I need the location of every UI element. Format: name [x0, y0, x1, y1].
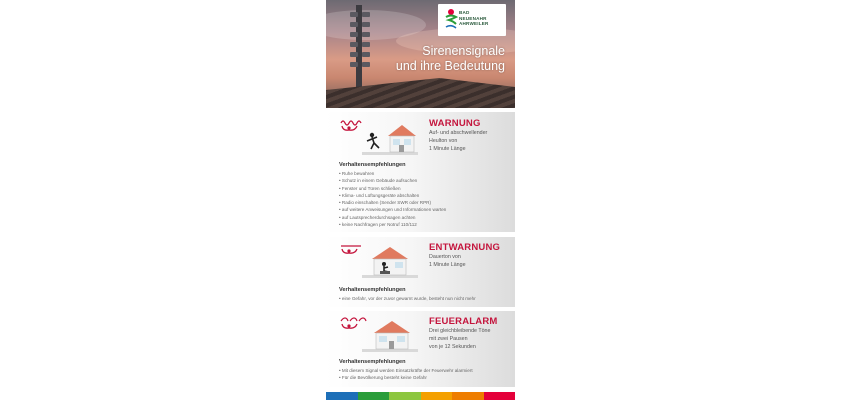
city-logo-text: [459, 10, 489, 27]
color-stripe: [421, 392, 453, 400]
description-line: Drei gleichbleibende Töne: [429, 328, 491, 334]
list-item: • Klima- und Lüftungsgeräte abschalten: [339, 192, 509, 199]
color-stripe: [452, 392, 484, 400]
logo-line: NEUENAHR: [459, 15, 487, 21]
recommendations-title: Verhaltensempfehlungen: [339, 359, 406, 365]
color-stripe: [389, 392, 421, 400]
title-line: und ihre Bedeutung: [395, 59, 505, 73]
color-stripe: [358, 392, 390, 400]
siren-speaker: [362, 32, 370, 37]
city-logo-icon: [444, 8, 458, 30]
header-photo: [326, 0, 515, 108]
siren-speaker: [350, 12, 358, 17]
siren-speaker: [362, 22, 370, 27]
siren-speaker: [350, 32, 358, 37]
description-line: Auf- und abschwellender: [429, 130, 488, 136]
list-item: • keine Nachfragen per Notruf 110/112: [339, 221, 509, 228]
siren-speaker: [350, 22, 358, 27]
house-person-relaxed-icon: [362, 245, 418, 279]
rainbow-footer-bar: [326, 392, 515, 400]
description-line: Heulton von: [429, 137, 458, 144]
section-description: [429, 254, 511, 270]
page-title: [355, 44, 505, 74]
description-line: von je 12 Sekunden: [429, 343, 476, 350]
logo-line: AHRWEILER: [459, 21, 489, 27]
color-stripe: [484, 392, 516, 400]
section-feueralarm: [326, 311, 515, 387]
description-line: 1 Minute Länge: [429, 261, 466, 268]
list-item: • auf weitere Anweisungen und Informationen warten: [339, 206, 509, 213]
list-item: • auf Lautsprecherdurchsagen achten: [339, 214, 509, 221]
list-item: • Für die Bevölkerung besteht keine Gefahr: [339, 374, 509, 381]
siren-speaker: [362, 12, 370, 17]
section-description: [429, 328, 511, 351]
list-item: • Ruhe bewahren: [339, 170, 509, 177]
recommendations-list: [339, 295, 509, 302]
description-line: 1 Minute Länge: [429, 145, 466, 152]
list-item: • Radio einschalten (Sender SWR oder RPR): [339, 199, 509, 206]
city-logo: [438, 4, 506, 36]
section-title: WARNUNG: [429, 118, 481, 129]
section-warnung: [326, 112, 515, 232]
recommendations-list: [339, 170, 509, 228]
recommendations-title: Verhaltensempfehlungen: [339, 287, 406, 293]
section-title: ENTWARNUNG: [429, 242, 501, 253]
section-description: [429, 130, 511, 153]
description-line: Dauerton von: [429, 254, 461, 260]
list-item: • eine Gefahr, vor der zuvor gewarnt wurde, besteht nun nicht mehr: [339, 295, 509, 302]
recommendations-title: Verhaltensempfehlungen: [339, 162, 406, 168]
list-item: • Fenster und Türen schließen: [339, 185, 509, 192]
description-line: mit zwei Pausen: [429, 335, 468, 342]
section-entwarnung: [326, 237, 515, 307]
title-line: Sirenensignale: [422, 44, 505, 58]
list-item: • Mit diesem Signal werden Einsatzkräfte der Feuerwehr alarmiert: [339, 367, 509, 374]
recommendations-list: [339, 367, 509, 382]
logo-line: BAD: [459, 10, 470, 15]
color-stripe: [326, 392, 358, 400]
list-item: • Schutz in einem Gebäude aufsuchen: [339, 177, 509, 184]
section-title: FEUERALARM: [429, 316, 498, 327]
house-person-running-icon: [362, 122, 418, 156]
roof: [326, 78, 515, 108]
siren-flyer: [326, 0, 515, 400]
house-icon: [362, 319, 418, 353]
